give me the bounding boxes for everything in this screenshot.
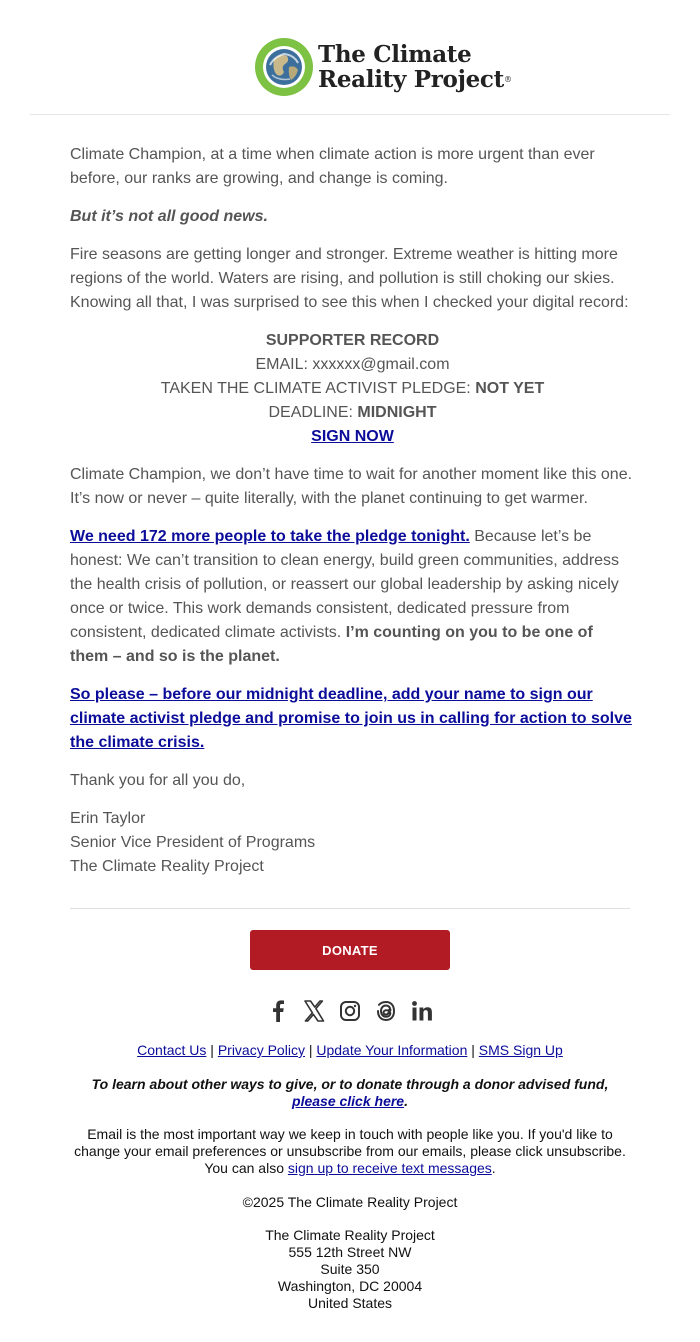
address-line: United States (307, 1295, 393, 1311)
registered-mark: ® (503, 75, 512, 84)
signature-name: Erin Taylor (70, 810, 146, 827)
record-deadline (70, 401, 635, 425)
supporter-record (70, 329, 635, 449)
sms-signup-link[interactable]: SMS Sign Up (478, 1042, 563, 1058)
signature-title: Senior Vice President of Programs (70, 834, 316, 851)
address-line: Washington, DC 20004 (277, 1278, 423, 1294)
x-icon[interactable] (301, 998, 327, 1024)
privacy-policy-link[interactable]: Privacy Policy (217, 1042, 305, 1058)
record-pledge (70, 377, 635, 401)
instagram-icon[interactable] (337, 998, 363, 1024)
logo-line-2: Reality Project (318, 66, 504, 93)
email-pref-end: . (491, 1160, 496, 1176)
paragraph-fire-seasons: Fire seasons are getting longer and stronger. Extreme weather is hitting more regions of the world. Waters are rising, and pollution is still choking our skies. Knowing all that, I was surprised to see this when I checked your digital record: (70, 246, 629, 311)
deadline-value: MIDNIGHT (357, 404, 437, 421)
pledge-label: TAKEN THE CLIMATE ACTIVIST PLEDGE: (160, 380, 476, 397)
paragraph-no-time: Climate Champion, we don’t have time to wait for another moment like this one. It’s now or never – quite literally, with the planet continuing to get warmer. (70, 466, 633, 507)
threads-icon[interactable] (373, 998, 399, 1024)
address-line: 555 12th Street NW (288, 1244, 412, 1260)
donor-end: . (404, 1093, 408, 1109)
link-separator: | (304, 1042, 317, 1058)
donor-text: To learn about other ways to give, or to donate through a donor advised fund, (91, 1076, 609, 1092)
link-separator: | (206, 1042, 218, 1058)
logo-wordmark (318, 42, 512, 92)
footer-links (70, 1042, 630, 1059)
contact-us-link[interactable]: Contact Us (137, 1042, 207, 1058)
deadline-label: DEADLINE: (268, 404, 358, 421)
donor-click-here-link[interactable]: please click here (292, 1093, 405, 1109)
paragraph-pledge-text: Because let’s be honest: We can’t transition to clean energy, build green communities, address the health crisis of pollution, or reassert our global leadership by asking nicely once or twice. This work demands consistent, dedicated pressure from consistent, dedicated climate activists. (70, 528, 620, 641)
divider (70, 908, 630, 909)
email-preferences-note (70, 1126, 630, 1177)
climate-reality-logo[interactable] (254, 37, 512, 97)
need-172-link[interactable]: We need 172 more people to take the pledge tonight. (70, 528, 470, 545)
text-messages-signup-link[interactable]: sign up to receive text messages (287, 1160, 492, 1176)
address-line: The Climate Reality Project (265, 1227, 435, 1243)
globe-icon (254, 37, 314, 97)
paragraph-pledge-need (70, 525, 635, 669)
logo-line-1: The Climate (318, 41, 472, 68)
email-pref-text: Email is the most important way we keep in touch with people like you. If you'd like to change your email preferences or unsubscribe from our emails, please click unsubscribe. You can also (74, 1126, 626, 1176)
linkedin-icon[interactable] (409, 998, 435, 1024)
record-email: EMAIL: xxxxxx@gmail.com (255, 356, 450, 373)
copyright: ©2025 The Climate Reality Project (242, 1194, 458, 1210)
pledge-value: NOT YET (475, 380, 545, 397)
paragraph-intro: Climate Champion, at a time when climate action is more urgent than ever before, our ranks are growing, and change is coming. (70, 146, 595, 187)
sign-pledge-link[interactable]: So please – before our midnight deadline, add your name to sign our climate activist pledge and promise to join us in calling for action to solve the climate crisis. (70, 686, 632, 751)
donor-advised-note (70, 1076, 630, 1110)
paragraph-not-good-news: But it’s not all good news. (70, 208, 268, 225)
paragraph-counting-bold: I’m counting on you to be one of them – and so is the planet. (70, 624, 593, 665)
paragraph-thanks: Thank you for all you do, (70, 772, 246, 789)
donate-button[interactable]: DONATE (250, 930, 450, 970)
update-information-link[interactable]: Update Your Information (316, 1042, 468, 1058)
email-body (70, 143, 635, 879)
record-title: SUPPORTER RECORD (265, 332, 440, 349)
address-line: Suite 350 (320, 1261, 380, 1277)
email-header (30, 0, 670, 115)
signature (70, 807, 635, 879)
sign-now-link[interactable]: SIGN NOW (311, 428, 394, 445)
mailing-address (70, 1227, 630, 1312)
facebook-icon[interactable] (265, 998, 291, 1024)
social-links (265, 998, 435, 1024)
signature-org: The Climate Reality Project (70, 858, 264, 875)
link-separator: | (467, 1042, 479, 1058)
